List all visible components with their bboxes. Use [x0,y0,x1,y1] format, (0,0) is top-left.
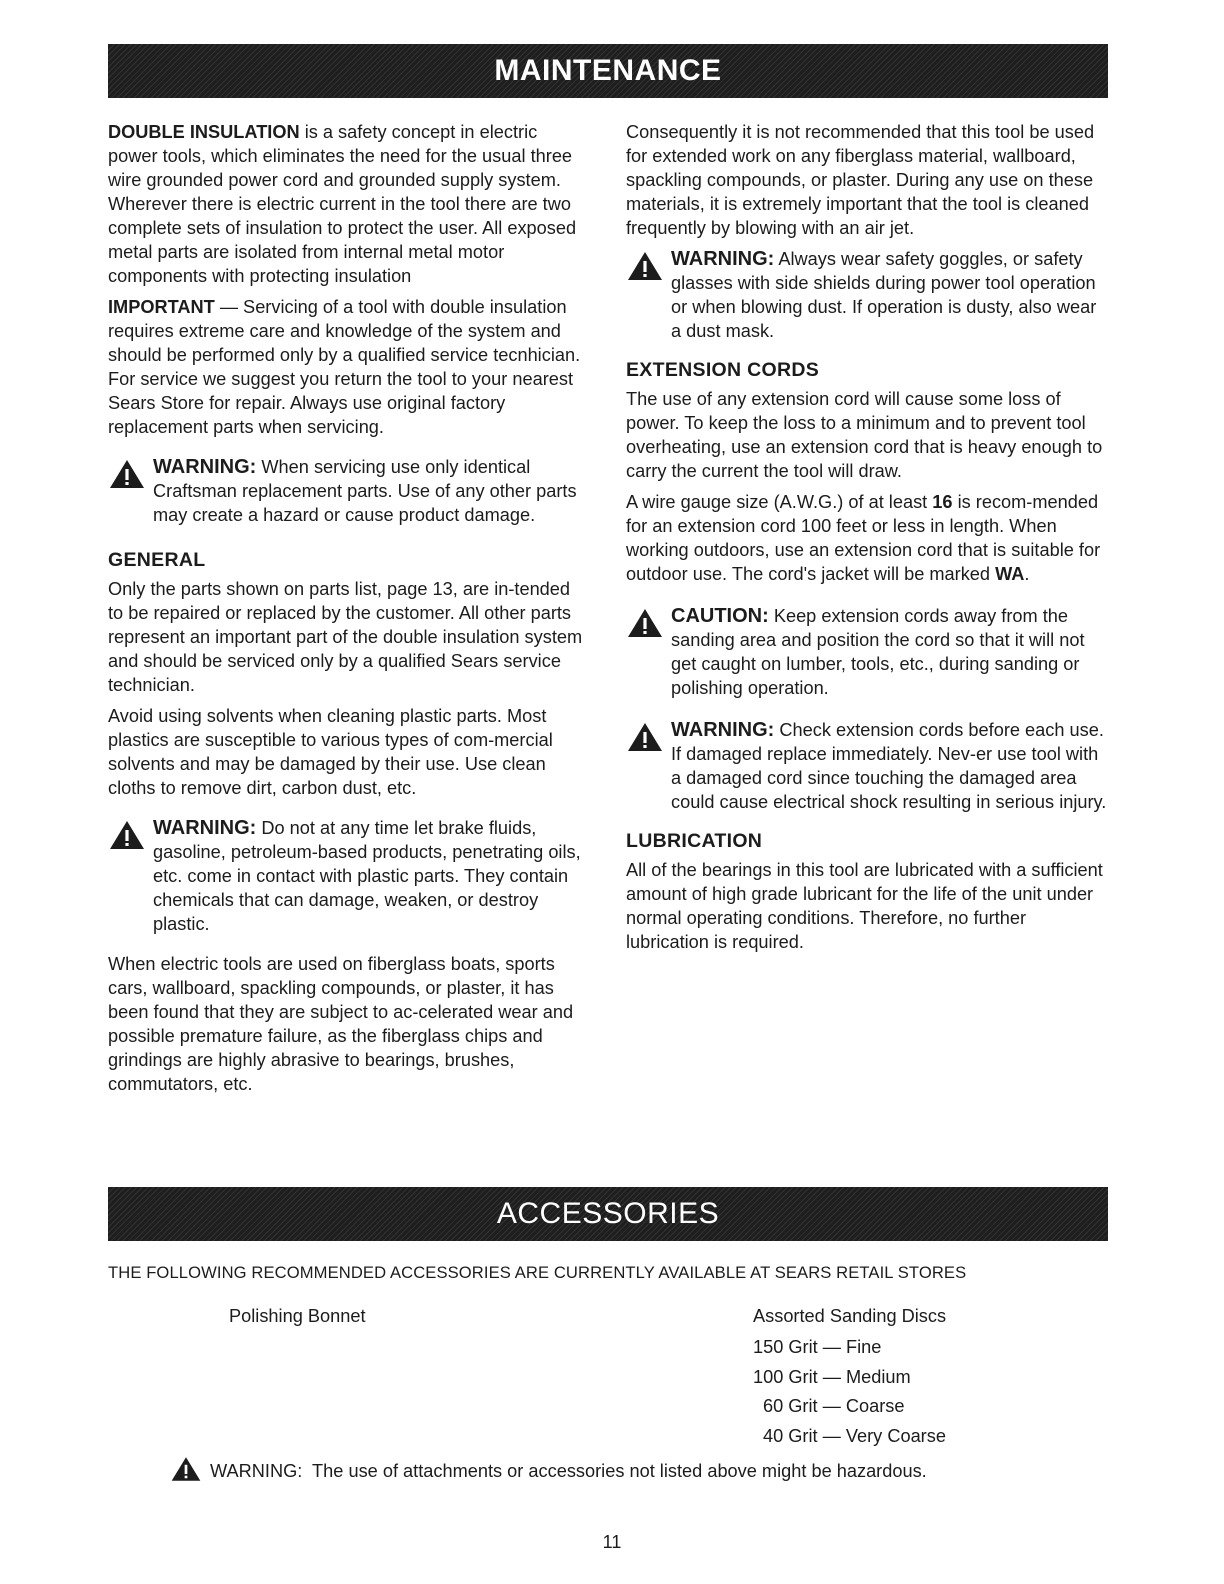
warning-triangle-icon [170,1455,202,1483]
accessories-banner: ACCESSORIES [108,1187,1108,1241]
important-paragraph: IMPORTANT — Servicing of a tool with double insulation requires extreme care and knowledge of the system and should be performed only by a qualified service tecnhician. For service we suggest you return the tool to your nearest Sears Store for repair. Always use original factory replacement parts when servicing. [108,297,581,437]
warning-triangle-icon [626,250,664,282]
accessory-sanding-discs: Assorted Sanding Discs [753,1306,947,1326]
warning-triangle-icon [108,819,146,851]
warning-check-cords: WARNING: Check extension cords before each use. If damaged replace immediately. Nev-er use tool with a damaged cord since touching the damaged area could cause electrical shock resulting in serious injury. [626,718,1108,814]
warning-triangle-icon [626,607,664,639]
accessories-intro: THE FOLLOWING RECOMMENDED ACCESSORIES ARE CURRENTLY AVAILABLE AT SEARS RETAIL STORES [108,1263,967,1282]
warning-plastic-parts: WARNING: Do not at any time let brake fluids, gasoline, petroleum-based products, penetrating oils, etc. come in contact with plastic parts. They contain chemicals that can damage, weaken, or destroy plastic. [108,816,590,936]
accessories-warning: WARNING: The use of attachments or accessories not listed above might be hazardous. [170,1455,927,1483]
maintenance-banner: MAINTENANCE [108,44,1108,98]
warning-triangle-icon [626,721,664,753]
extension-cords-paragraph-2: A wire gauge size (A.W.G.) of at least 16 is recom-mended for an extension cord 100 feet or less in length. When working outdoors, use an extension cord that is suitable for outdoor use. The cord's jacket will be marked WA. [626,492,1101,584]
general-heading: GENERAL [108,549,206,571]
extension-cords-heading: EXTENSION CORDS [626,359,820,381]
warning-safety-goggles: WARNING: Always wear safety goggles, or safety glasses with side shields during power tool operation or when blowing dust. If operation is dusty, also wear a dust mask. [626,247,1108,343]
caution-extension-cords: CAUTION: Keep extension cords away from the sanding area and position the cord so that it will not get caught on lumber, tools, etc., during sanding or polishing operation. [626,604,1108,700]
fiberglass-paragraph: When electric tools are used on fiberglass boats, sports cars, wallboard, spackling compounds, or plaster, it has been found that they are subject to ac-celerated wear and possible premature failure, as the fiberglass chips and grindings are highly abrasive to bearings, brushes, commutators, etc. [108,954,574,1094]
accessory-grit-100: 100 Grit — Medium [753,1367,911,1387]
warning-triangle-icon [108,458,146,490]
accessory-grit-40: 40 Grit — Very Coarse [763,1426,946,1446]
accessory-grit-60: 60 Grit — Coarse [763,1396,905,1416]
warning-replacement-parts: WARNING: When servicing use only identical Craftsman replacement parts. Use of any other parts may create a hazard or cause product damage. [108,455,590,527]
lubrication-heading: LUBRICATION [626,830,763,852]
general-paragraph-2: Avoid using solvents when cleaning plastic parts. Most plastics are susceptible to various types of com-mercial solvents and may be damaged by their use. Use clean cloths to remove dirt, carbon dust, etc. [108,706,553,798]
general-paragraph-1: Only the parts shown on parts list, page 13, are in-tended to be repaired or replaced by the customer. All other parts represent an important part of the double insulation system and should be serviced only by a qualified Sears service technician. [108,579,583,695]
consequently-paragraph: Consequently it is not recommended that this tool be used for extended work on any fiberglass material, wallboard, spackling compounds, or plaster. During any use on these materials, it is extremely important that the tool is cleaned frequently by blowing with an air jet. [626,122,1095,238]
lubrication-paragraph: All of the bearings in this tool are lubricated with a sufficient amount of high grade lubricant for the life of the unit under normal operating conditions. Therefore, no further lubrication is required. [626,860,1103,952]
page-number: 11 [602,1532,622,1552]
double-insulation-paragraph: DOUBLE INSULATION is a safety concept in electric power tools, which eliminates the need for the usual three wire grounded power cord and grounded supply system. Wherever there is electric current in the tool there are two complete sets of insulation to protect the user. All exposed metal parts are isolated from internal metal motor components with protecting insulation [108,122,577,286]
maintenance-left-column [108,120,590,1103]
accessory-polishing-bonnet: Polishing Bonnet [229,1306,366,1326]
extension-cords-paragraph-1: The use of any extension cord will cause some loss of power. To keep the loss to a minimum and to prevent tool overheating, use an extension cord that is heavy enough to carry the current the tool will draw. [626,389,1103,481]
maintenance-right-column [626,120,1108,961]
accessory-grit-150: 150 Grit — Fine [753,1337,882,1357]
